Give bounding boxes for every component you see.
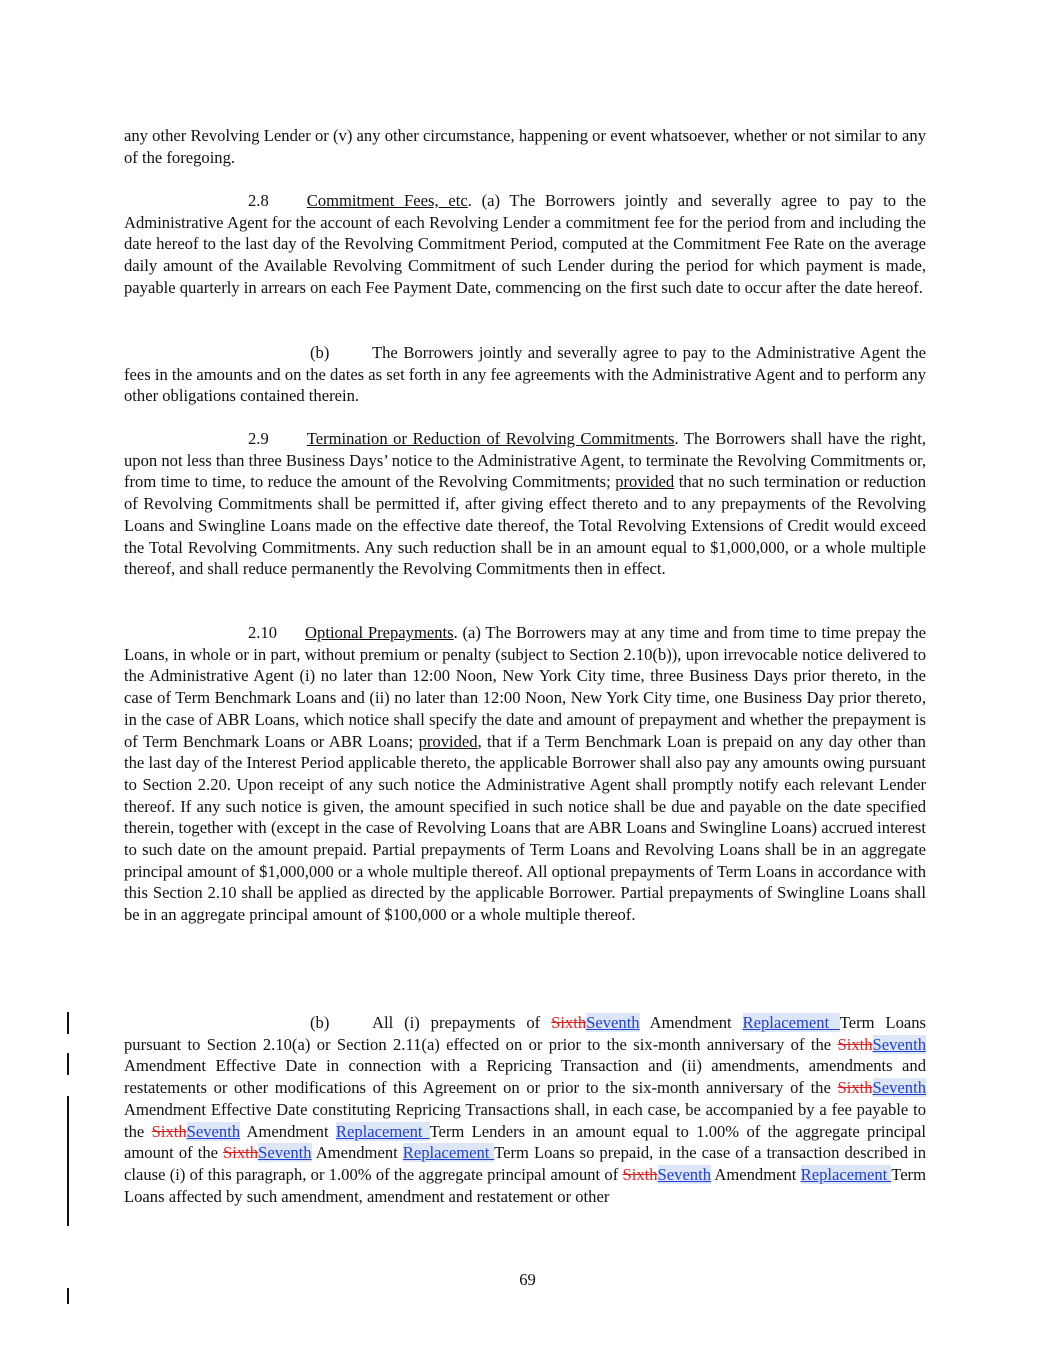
inserted-text: Seventh xyxy=(872,1078,926,1098)
change-bar xyxy=(67,1012,69,1034)
inserted-text: Seventh xyxy=(586,1013,640,1032)
deleted-text: Sixth xyxy=(151,1121,187,1141)
section-2-10-paragraph-a: 2.10 Optional Prepayments. (a) The Borrowers may at any time and from time to time prepay the Loans, in whole or in part, without premium or penalty (subject to Section 2.10(b)), upon irrevocable notice delivered to the Administrative Agent (i) no later than 12:00 Noon, New York City time, three Business Days prior thereto, in the case of Term Benchmark Loans and (ii) no later than 12:00 Noon, New York City time, one Business Day prior thereto, in the case of ABR Loans, which notice shall specify the date and amount of prepayment and whether the prepayment is of Term Benchmark Loans or ABR Loans; provided, that if a Term Benchmark Loan is prepaid on any day other than the last day of the Interest Period applicable thereto, the applicable Borrower shall also pay any amounts owing pursuant to Section 2.20. Upon receipt of any such notice the Administrative Agent shall promptly notify each relevant Lender thereof. If any such notice is given, the amount specified in such notice shall be due and payable on the date specified therein, together with (except in the case of Revolving Loans that are ABR Loans and Swingline Loans) accrued interest to such date on the amount prepaid. Partial prepayments of Term Loans and Revolving Loans shall be in an aggregate principal amount of $1,000,000 or a whole multiple thereof. All optional prepayments of Term Loans in accordance with this Section 2.10 shall be applied as directed by the applicable Borrower. Partial prepayments of Swingline Loans shall be in an aggregate principal amount of $100,000 or a whole multiple thereof. xyxy=(124,623,926,925)
section-2-9-paragraph: 2.9 Termination or Reduction of Revolving Commitments. The Borrowers shall have the right, upon not less than three Business Days’ notice to the Administrative Agent, to terminate the Revolving Commitments or, from time to time, to reduce the amount of the Revolving Commitments; provided that no such termination or reduction of Revolving Commitments shall be permitted if, after giving effect thereto and to any prepayments of the Revolving Loans and Swingline Loans made on the effective date thereof, the Total Revolving Extensions of Credit would exceed the Total Revolving Commitments. Any such reduction shall be in an amount equal to $1,000,000, or a whole multiple thereof, and shall reduce permanently the Revolving Commitments then in effect. xyxy=(124,429,926,579)
section-number: 2.9 xyxy=(248,429,269,448)
page-number: 69 xyxy=(519,1270,536,1289)
section-2-10-paragraph-b: (b) All (i) prepayments of SixthSeventh Amendment Replacement Term Loans pursuant to Section 2.10(a) or Section 2.11(a) effected on or prior to the six-month anniversary of the SixthSeventh Amendment Effective Date in connection with a Repricing Transaction and (ii) amendments, amendments and restatements or other modifications of this Agreement on or prior to the six-month anniversary of the SixthSeventh Amendment Effective Date constituting Repricing Transactions shall, in each case, be accompanied by a fee payable to the SixthSeventh Amendment Replacement Term Lenders in an amount equal to 1.00% of the aggregate principal amount of the SixthSeventh Amendment Replacement Term Loans so prepaid, in the case of a transaction described in clause (i) of this paragraph, or 1.00% of the aggregate principal amount of SixthSeventh Amendment Replacement Term Loans affected by such amendment, amendment and restatement or other xyxy=(124,1013,927,1206)
clause-label: (b) xyxy=(310,1013,330,1032)
inserted-text: Seventh xyxy=(186,1121,241,1141)
inserted-text: Seventh xyxy=(657,1164,712,1184)
deleted-text: Sixth xyxy=(837,1078,873,1098)
inserted-text: Replacement xyxy=(742,1013,840,1032)
deleted-text: Sixth xyxy=(622,1164,658,1184)
section-number: 2.10 xyxy=(248,623,278,642)
provided-term: provided xyxy=(418,731,478,751)
section-2-8-paragraph-b: (b) The Borrowers jointly and severally agree to pay to the Administrative Agent the fees in the amounts and on the dates as set forth in any fee agreements with the Administrative Agent and to perform any other obligations contained therein. xyxy=(124,343,926,406)
inserted-text: Seventh xyxy=(258,1143,312,1163)
change-bar xyxy=(67,1096,69,1226)
section-title: Termination or Reduction of Revolving Commitments xyxy=(306,429,675,448)
continuation-paragraph: any other Revolving Lender or (v) any other circumstance, happening or event whatsoever, whether or not similar to any of the foregoing. xyxy=(124,126,926,167)
section-2-8-paragraph-a: 2.8 Commitment Fees, etc. (a) The Borrowers jointly and severally agree to pay to the Administrative Agent for the account of each Revolving Lender a commitment fee for the period from and including the date hereof to the last day of the Revolving Commitment Period, computed at the Commitment Fee Rate on the average daily amount of the Available Revolving Commitment of such Lender during the period for which payment is made, payable quarterly in arrears on each Fee Payment Date, commencing on the first such date to occur after the date hereof. xyxy=(124,191,926,297)
section-number: 2.8 xyxy=(248,191,269,210)
inserted-text: Replacement xyxy=(800,1164,892,1184)
deleted-text: Sixth xyxy=(837,1034,873,1054)
section-title: Optional Prepayments xyxy=(305,623,454,642)
provided-term: provided xyxy=(615,472,675,492)
deleted-text: Sixth xyxy=(551,1013,587,1032)
inserted-text: Seventh xyxy=(872,1034,926,1054)
section-title: Commitment Fees, etc xyxy=(306,191,468,210)
inserted-text: Replacement xyxy=(402,1143,495,1163)
clause-label: (b) xyxy=(310,343,330,362)
inserted-text: Replacement xyxy=(335,1121,430,1141)
change-bar xyxy=(67,1053,69,1075)
deleted-text: Sixth xyxy=(223,1143,259,1163)
